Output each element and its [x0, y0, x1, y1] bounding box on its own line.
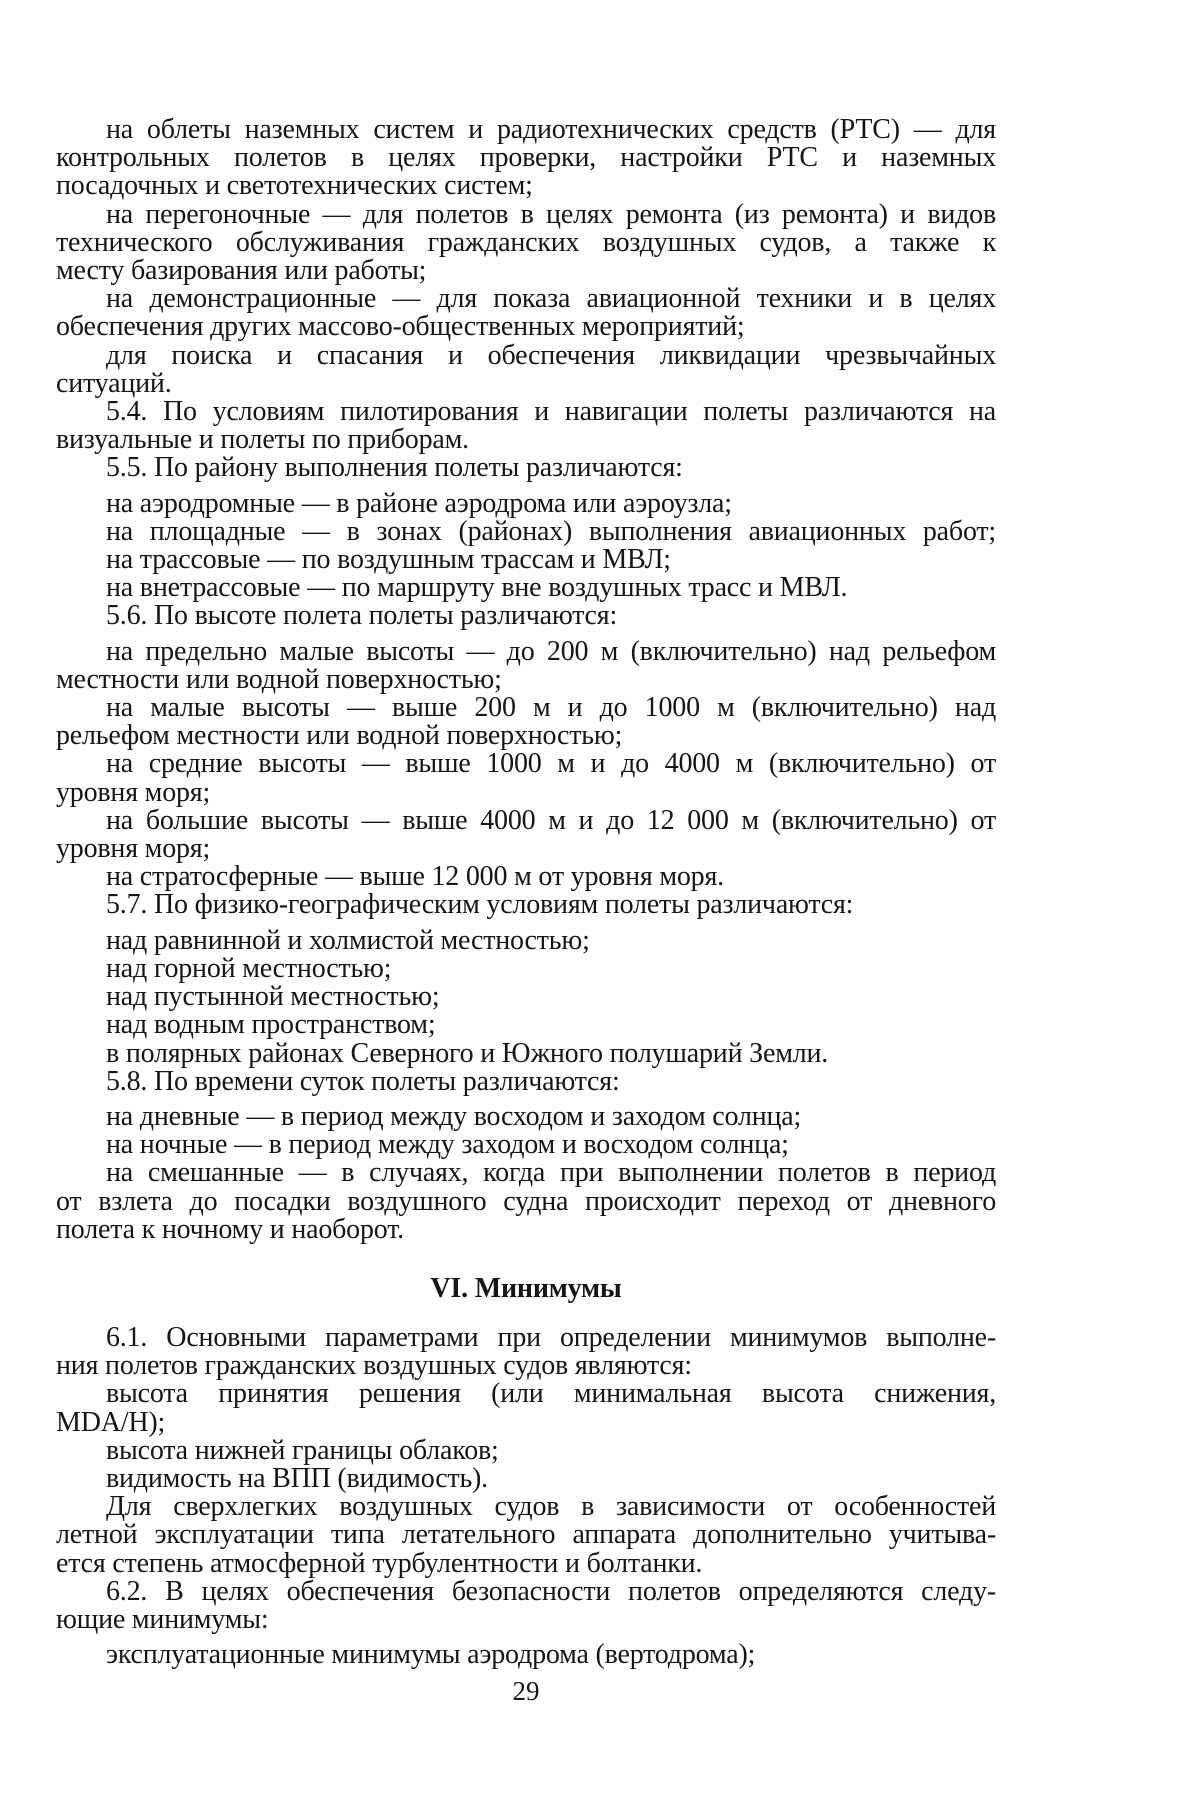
text-line: полета к ночному и наоборот. — [56, 1213, 404, 1245]
text-line: рельефом местности или водной поверхностью; — [56, 720, 623, 752]
text-line: эксплуатационные минимумы аэродрома (вертодрома); — [106, 1639, 756, 1671]
text-column — [56, 116, 996, 1706]
text-line: на средние высоты — выше 1000 м и до 4000 м (включительно) от — [106, 748, 996, 780]
text-line: на стратосферные — выше 12 000 м от уровня моря. — [106, 861, 724, 893]
text-line: над горной местностью; — [106, 952, 392, 984]
text-line: 5.4. По условиям пилотирования и навигации полеты различаются на — [106, 396, 996, 428]
text-line: на ночные — в период между заходом и восходом солнца; — [106, 1129, 789, 1161]
text-line: месту базирования или работы; — [56, 255, 427, 287]
text-line: ния полетов гражданских воздушных судов являются: — [56, 1350, 692, 1382]
text-line: ется степень атмосферной турбулентности и болтанки. — [56, 1547, 703, 1579]
page-number: 29 — [512, 1676, 540, 1707]
text-line: на дневные — в период между восходом и заходом солнца; — [106, 1100, 802, 1132]
text-line: 6.2. В целях обеспечения безопасности полетов определяются следу- — [106, 1575, 996, 1607]
text-line: 5.7. По физико-географическим условиям полеты различаются: — [106, 889, 854, 921]
section-heading: VI. Минимумы — [430, 1272, 622, 1304]
text-line: контрольных полетов в целях проверки, настройки РТС и наземных — [56, 142, 996, 174]
text-line: на большие высоты — выше 4000 м и до 12 000 м (включительно) от — [106, 804, 996, 836]
text-line: над равнинной и холмистой местностью; — [106, 924, 590, 956]
paragraph-block-1 — [56, 116, 996, 1244]
paragraph-block-2 — [56, 1321, 996, 1671]
text-line: обеспечения других массово-общественных мероприятий; — [56, 311, 745, 343]
text-line: ситуаций. — [56, 367, 172, 399]
text-line: на трассовые — по воздушным трассам и МВЛ; — [106, 544, 671, 576]
text-line: Для сверхлегких воздушных судов в зависимости от особенностей — [106, 1491, 996, 1523]
text-line: над пустынной местностью; — [106, 981, 440, 1013]
text-line: визуальные и полеты по приборам. — [56, 424, 469, 456]
text-line: на внетрассовые — по маршруту вне воздушных трасс и МВЛ. — [106, 572, 848, 604]
text-line: на перегоночные — для полетов в целях ремонта (из ремонта) и видов — [106, 198, 996, 230]
text-line: в полярных районах Северного и Южного полушарий Земли. — [106, 1037, 829, 1069]
text-line: уровня моря; — [56, 776, 211, 808]
text-line: 5.8. По времени суток полеты различаются: — [106, 1065, 620, 1097]
text-line: 6.1. Основными параметрами при определении минимумов выполне- — [106, 1321, 996, 1353]
text-line: высота нижней границы облаков; — [106, 1434, 499, 1466]
text-line: на облеты наземных систем и радиотехнических средств (РТС) — для — [106, 114, 996, 145]
text-line: летной эксплуатации типа летательного аппарата дополнительно учитыва- — [56, 1519, 996, 1551]
text-line: на демонстрационные — для показа авиационной техники и в целях — [106, 283, 996, 315]
text-line: от взлета до посадки воздушного судна происходит переход от дневного — [56, 1185, 996, 1217]
text-line: технического обслуживания гражданских воздушных судов, а также к — [56, 226, 996, 258]
text-line: ющие минимумы: — [56, 1603, 269, 1635]
text-line: местности или водной поверхностью; — [56, 663, 502, 695]
text-line: на смешанные — в случаях, когда при выполнении полетов в период — [106, 1157, 996, 1189]
text-line: видимость на ВПП (видимость). — [106, 1462, 488, 1494]
text-line: 5.6. По высоте полета полеты различаются: — [106, 600, 618, 632]
text-line: посадочных и светотехнических систем; — [56, 170, 533, 202]
text-line: MDA/H); — [56, 1406, 166, 1438]
text-line: для поиска и спасания и обеспечения ликвидации чрезвычайных — [106, 339, 996, 371]
text-line: уровня моря; — [56, 833, 211, 865]
text-line: на площадные — в зонах (районах) выполнения авиационных работ; — [106, 515, 996, 547]
text-line: на предельно малые высоты — до 200 м (включительно) над рельефом — [106, 635, 996, 667]
text-line: на аэродромные — в районе аэродрома или аэроузла; — [106, 487, 732, 519]
text-line: высота принятия решения (или минимальная высота снижения, — [106, 1378, 996, 1410]
text-line: над водным пространством; — [106, 1009, 436, 1041]
text-line: 5.5. По району выполнения полеты различаются: — [106, 452, 683, 484]
text-line: на малые высоты — выше 200 м и до 1000 м (включительно) над — [106, 692, 996, 724]
